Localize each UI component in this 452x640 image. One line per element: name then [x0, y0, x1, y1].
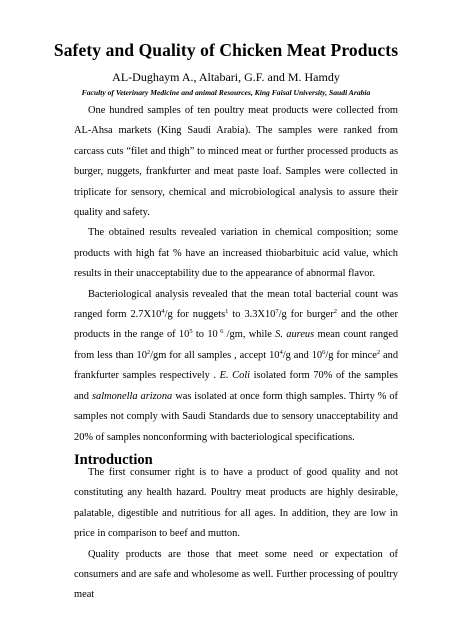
- abstract-paragraph-3: [74, 285, 398, 448]
- text-run: was isolated at once form thigh samples. Thirty % of samples not comply with Saudi Standards due to sensory unacceptability and 20% of samples nonconforming with bacteriological specifications.: [74, 390, 398, 443]
- text-run: /g for nuggets: [164, 309, 226, 321]
- text-run: /gm for all samples , accept 10: [150, 349, 280, 361]
- abstract-paragraph-2: The obtained results revealed variation in chemical composition; some products with high fat % have an increased thiobarbituic acid value, which results in their unacceptability due to the appearance of abnormal flavor.: [74, 227, 398, 280]
- superscript: 2: [376, 348, 381, 356]
- affiliation: Faculty of Veterinary Medicine and animal Resources, King Faisal University, Saudi Arabia: [81, 88, 371, 97]
- text-run: and frankfurter samples respectively .: [74, 349, 399, 382]
- author-list: AL-Dughaym A., Altabari, G.F. and M. Hamdy: [112, 70, 340, 84]
- superscript: 2: [146, 348, 151, 356]
- superscript: 6: [217, 328, 224, 336]
- superscript: 7: [275, 308, 279, 316]
- introduction-paragraph-2: Quality products are those that meet some need or expectation of consumers and are safe and wholesome as well. Further processing of poultry meat: [74, 548, 398, 601]
- species-name: S. aureus: [275, 329, 315, 341]
- species-name: E. Coli: [219, 370, 251, 382]
- species-name: salmonella arizona: [91, 390, 173, 402]
- introduction-paragraph-1: The first consumer right is to have a product of good quality and not constituting any health hazard. Poultry meat products are highly desirable, palatable, digestible and nutritious for all ages. In addition, they are low in price in comparison to beef and mutton.: [74, 467, 398, 540]
- superscript: 6: [322, 348, 326, 356]
- text-run: to 10: [192, 329, 218, 341]
- text-run: to 3.3X10: [228, 309, 276, 321]
- superscript: 4: [279, 348, 283, 356]
- paper-title: Safety and Quality of Chicken Meat Products: [53, 40, 399, 60]
- text-run: /g for burger: [278, 309, 334, 321]
- text-run: mean count ranged from less than 10: [74, 329, 399, 361]
- abstract-paragraph-1: One hundred samples of ten poultry meat products were collected from AL-Ahsa markets (King Saudi Arabia). The samples were ranked from carcass cuts “filet and thigh” to minced meat or further processed products as burger, nuggets, frankfurter and meat paste loaf. Samples were collected in triplicate for sensory, chemical and microbiological analysis to assure their quality and safety.: [74, 105, 398, 219]
- text-run: /g and 10: [282, 349, 323, 361]
- superscript: 1: [225, 308, 229, 316]
- text-run: and the other products in the range of 10: [74, 309, 399, 341]
- superscript: 2: [333, 308, 337, 316]
- superscript: 4: [161, 308, 165, 316]
- section-heading-introduction: Introduction: [74, 452, 153, 468]
- superscript: 5: [189, 328, 193, 336]
- text-run: /g for mince: [325, 349, 377, 361]
- text-run: Bacteriological analysis revealed that the mean total bacterial count was ranged form 2.7X10: [74, 288, 398, 321]
- text-run: isolated form 70% of the samples and: [74, 370, 398, 402]
- abstract: [74, 101, 398, 448]
- text-run: /gm, while: [223, 329, 276, 341]
- introduction-section: [74, 463, 398, 606]
